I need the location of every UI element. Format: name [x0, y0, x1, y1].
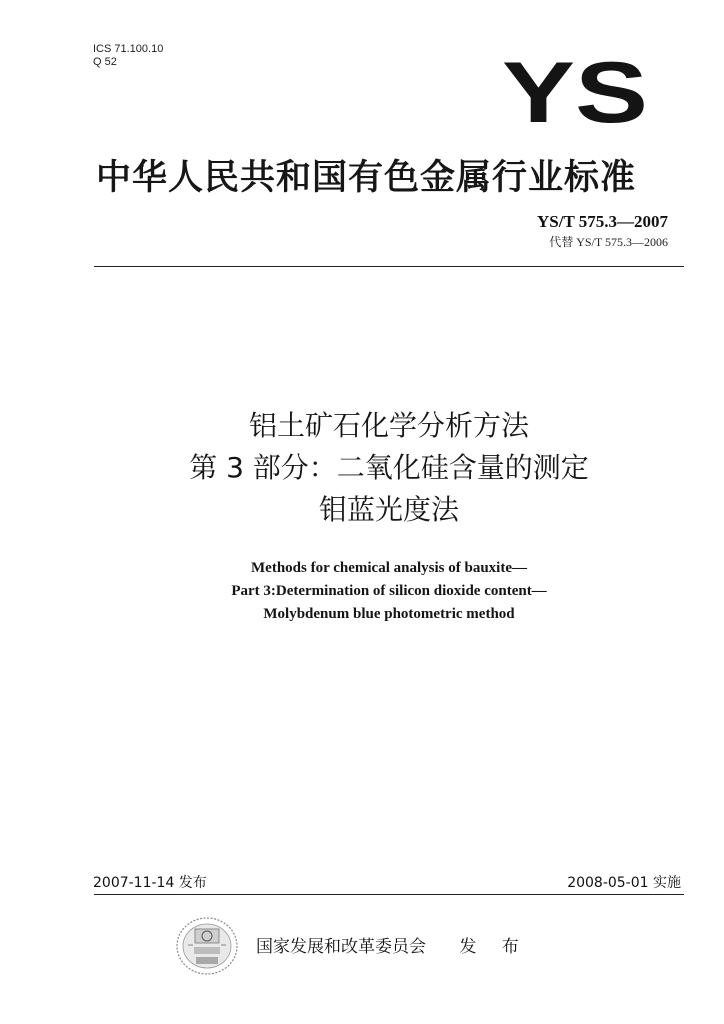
chinese-title-line-3: 钼蓝光度法 [318, 493, 459, 526]
industry-standard-title: 中华人民共和国有色金属行业标准 [96, 158, 637, 198]
replaces-standard: 代替 YS/T 575.3—2006 [549, 235, 668, 249]
publisher-line [256, 932, 529, 957]
publish-label: 发 布 [459, 937, 529, 957]
chinese-title [94, 405, 684, 531]
ics-code: ICS 71.100.10 [93, 43, 164, 55]
classification-codes [93, 43, 163, 69]
ys-logo [500, 56, 650, 126]
implementation-date: 2008-05-01 实施 [567, 875, 681, 891]
standard-number-block [537, 212, 668, 250]
chinese-title-line-1: 铝土矿石化学分析方法 [248, 409, 529, 442]
chinese-title-line-2: 第 3 部分：二氧化硅含量的测定 [189, 451, 589, 484]
footer-divider [94, 894, 684, 895]
english-title-line-2: Part 3:Determination of silicon dioxide content— [231, 583, 547, 599]
standard-number: YS/T 575.3—2007 [537, 212, 668, 231]
class-code: Q 52 [93, 56, 117, 68]
issue-date: 2007-11-14 发布 [93, 875, 207, 891]
english-title-line-3: Molybdenum blue photometric method [263, 606, 515, 622]
header-divider [94, 266, 684, 267]
english-title [94, 557, 684, 626]
english-title-line-1: Methods for chemical analysis of bauxite— [251, 560, 527, 576]
anti-counterfeit-seal-icon [174, 915, 240, 977]
logo-text: YS [502, 56, 648, 126]
publisher-name: 国家发展和改革委员会 [256, 937, 426, 957]
